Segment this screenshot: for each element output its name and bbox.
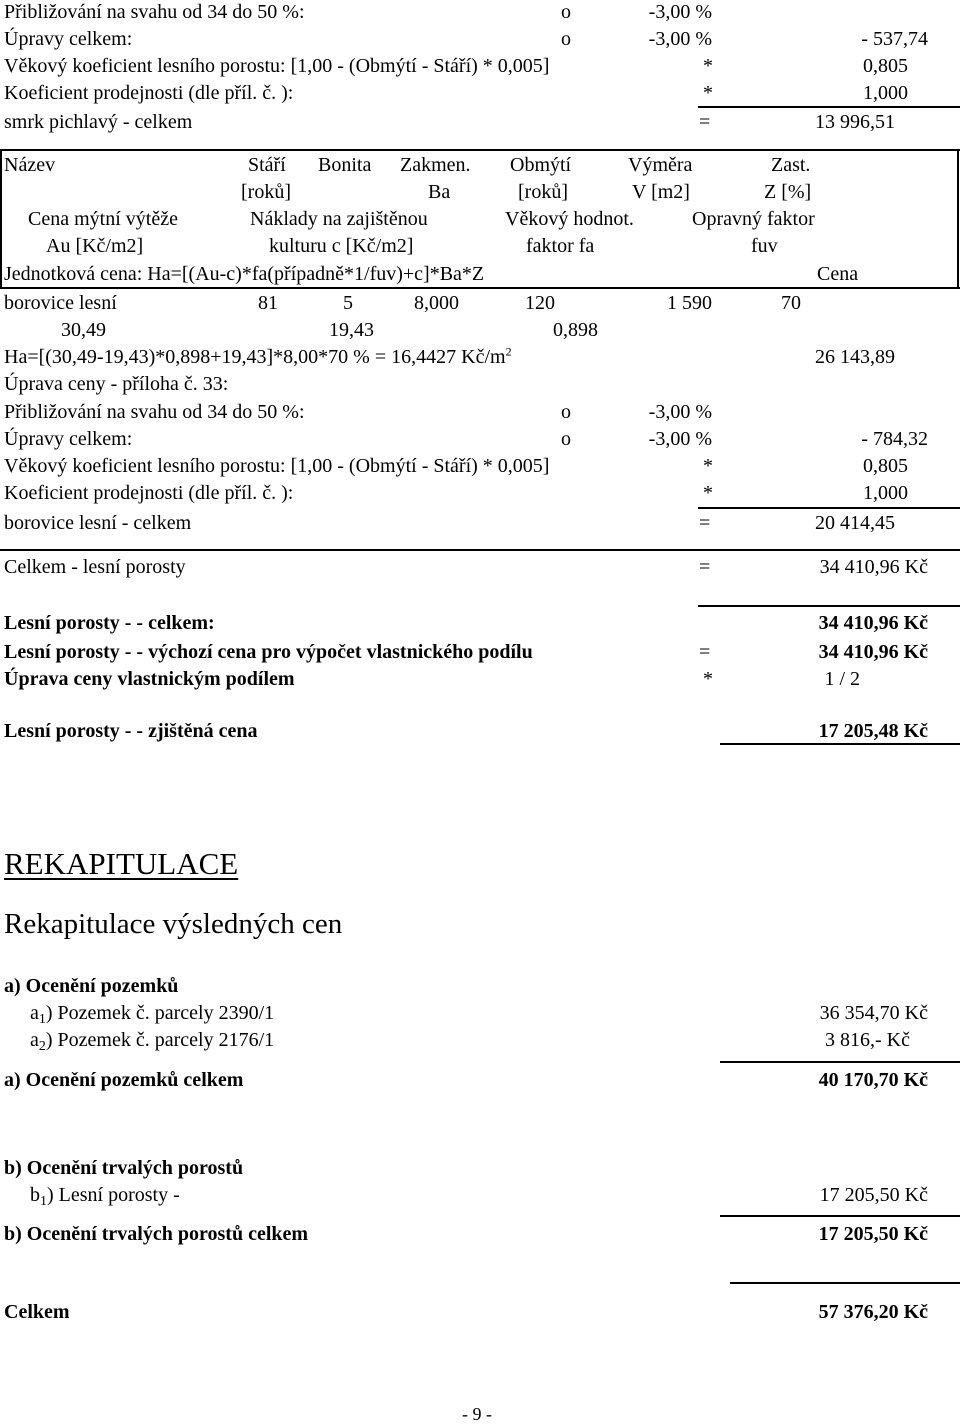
row-au: 30,49 — [61, 319, 106, 341]
b-total-result: 20 414,45 — [815, 512, 895, 534]
a-total-value: 40 170,70 Kč — [818, 1069, 928, 1091]
row-zast: 70 — [781, 292, 801, 314]
lp-vychozi-op: = — [699, 641, 711, 663]
section-b-heading: b) Ocenění trvalých porostů — [4, 1157, 244, 1179]
page-number: - 9 - — [462, 1404, 492, 1424]
adjsum-value: -3,00 % — [648, 28, 712, 50]
col-naklady: Náklady na zajištěnou — [250, 208, 428, 230]
rekapitulace-subtitle: Rekapitulace výsledných cen — [4, 908, 343, 940]
divider — [698, 605, 960, 607]
col-jednotkova: Jednotková cena: Ha=[(Au-c)*fa(případně*1/fuv)+c]*Ba*Z — [4, 263, 485, 285]
row-fa: 0,898 — [553, 319, 598, 341]
a2-value: 3 816,- Kč — [825, 1029, 910, 1051]
col-zast-unit: Z [%] — [764, 181, 812, 203]
b-age-coef-op: * — [703, 455, 713, 477]
col-vymera-unit: V [m2] — [632, 181, 690, 203]
col-opravny-unit: fuv — [751, 235, 778, 257]
adj1-label: Přibližování na svahu od 34 do 50 %: — [4, 1, 305, 23]
b1-value: 17 205,50 Kč — [819, 1184, 928, 1206]
b-adjsum-label: Úpravy celkem: — [4, 428, 133, 450]
col-cena: Cena — [817, 263, 859, 285]
section-a-heading: a) Ocenění pozemků — [4, 975, 179, 997]
lp-zjistena-label: Lesní porosty - - zjištěná cena — [4, 720, 258, 742]
sale-coef-label: Koeficient prodejnosti (dle příl. č. ): — [4, 82, 294, 104]
rekapitulace-heading: REKAPITULACE — [4, 846, 239, 881]
uprava-vlastnicky-op: * — [703, 668, 713, 690]
row-formula: Ha=[(30,49-19,43)*0,898+19,43]*8,00*70 % = 16,4427 $Kč/m^2$ — [4, 344, 512, 368]
table-header-right-border — [957, 149, 959, 289]
col-nazev: Název — [4, 154, 56, 176]
col-zakmen: Zakmen. — [400, 154, 471, 176]
adj1-value: -3,00 % — [648, 1, 712, 23]
lp-celkem-label: Lesní porosty - - celkem: — [4, 612, 215, 634]
b-adjsum-value: -3,00 % — [648, 428, 712, 450]
b-sale-coef-result: 1,000 — [863, 482, 908, 504]
row-cena: 26 143,89 — [815, 346, 895, 368]
row-c: 19,43 — [329, 319, 374, 341]
b-total-value: 17 205,50 Kč — [818, 1223, 928, 1245]
row-obmyti: 120 — [525, 292, 555, 314]
col-zakmen-unit: Ba — [428, 181, 451, 203]
adjsum-result: - 537,74 — [861, 28, 928, 50]
col-cena-mytni: Cena mýtní výtěže — [28, 208, 178, 230]
b1-label: $b_1$) Lesní porosty - — [30, 1184, 180, 1209]
smrk-total-label: smrk pichlavý - celkem — [4, 111, 193, 133]
uprava-vlastnicky-label: Úprava ceny vlastnickým podílem — [4, 668, 295, 690]
a2-label: $a_2$) Pozemek č. parcely 2176/1 — [30, 1029, 275, 1054]
table-header-top-border — [0, 149, 960, 151]
row-name: borovice lesní — [4, 292, 117, 314]
celkem-lesni-op: = — [699, 556, 711, 578]
lp-vychozi-value: 34 410,96 Kč — [818, 641, 928, 663]
smrk-total-result: 13 996,51 — [815, 111, 895, 133]
col-obmyti: Obmýtí — [510, 154, 572, 176]
sale-coef-op: * — [703, 82, 713, 104]
a1-value: 36 354,70 Kč — [819, 1002, 928, 1024]
divider — [698, 507, 960, 509]
a1-label: $a_1$) Pozemek č. parcely 2390/1 — [30, 1002, 275, 1027]
smrk-total-op: = — [699, 111, 711, 133]
col-obmyti-unit: [roků] — [518, 181, 568, 203]
divider — [0, 549, 960, 551]
b-adjsum-result: - 784,32 — [861, 428, 928, 450]
col-stari: Stáří — [248, 154, 286, 176]
adj1-op: o — [561, 1, 571, 23]
col-opravny: Opravný faktor — [692, 208, 815, 230]
divider — [730, 1282, 960, 1284]
lp-zjistena-value: 17 205,48 Kč — [818, 720, 928, 742]
celkem-lesni-label: Celkem - lesní porosty — [4, 556, 186, 578]
col-stari-unit: [roků] — [241, 181, 291, 203]
b-adj1-value: -3,00 % — [648, 401, 712, 423]
b-adj1-label: Přibližování na svahu od 34 do 50 %: — [4, 401, 305, 423]
b-sale-coef-op: * — [703, 482, 713, 504]
lp-celkem-value: 34 410,96 Kč — [818, 612, 928, 634]
table-header-left-border — [0, 149, 2, 289]
b-total-label: b) Ocenění trvalých porostů celkem — [4, 1223, 309, 1245]
row-bonita: 5 — [343, 292, 353, 314]
row-zakmen: 8,000 — [414, 292, 459, 314]
divider — [720, 743, 960, 745]
adjsum-label: Úpravy celkem: — [4, 28, 133, 50]
celkem-lesni-value: 34 410,96 Kč — [819, 556, 928, 578]
b-age-coef-label: Věkový koeficient lesního porostu: [1,00 - (Obmýtí - Stáří) * 0,005] — [4, 455, 550, 477]
b-adj1-op: o — [561, 401, 571, 423]
b-total-label: borovice lesní - celkem — [4, 512, 192, 534]
b-total-op: = — [699, 512, 711, 534]
b-sale-coef-label: Koeficient prodejnosti (dle příl. č. ): — [4, 482, 294, 504]
uprava-vlastnicky-value: 1 / 2 — [824, 668, 860, 690]
divider — [720, 1061, 960, 1063]
b-age-coef-result: 0,805 — [863, 455, 908, 477]
age-coef-op: * — [703, 55, 713, 77]
row-stari: 81 — [258, 292, 278, 314]
grand-total-value: 57 376,20 Kč — [818, 1301, 928, 1323]
sale-coef-result: 1,000 — [863, 82, 908, 104]
a-total-label: a) Ocenění pozemků celkem — [4, 1069, 244, 1091]
grand-total-label: Celkem — [4, 1301, 70, 1323]
uprava-ceny: Úprava ceny - příloha č. 33: — [4, 373, 229, 395]
divider — [698, 106, 960, 108]
col-cena-mytni-unit: Au [Kč/m2] — [46, 235, 144, 257]
age-coef-label: Věkový koeficient lesního porostu: [1,00 - (Obmýtí - Stáří) * 0,005] — [4, 55, 550, 77]
row-vymera: 1 590 — [667, 292, 712, 314]
col-vekovy-unit: faktor fa — [526, 235, 595, 257]
table-header-bottom-border — [0, 287, 960, 289]
col-vymera: Výměra — [628, 154, 693, 176]
divider — [720, 1215, 960, 1217]
col-naklady-unit: kulturu c [Kč/m2] — [269, 235, 414, 257]
col-zast: Zast. — [771, 154, 811, 176]
lp-vychozi-label: Lesní porosty - - výchozí cena pro výpočet vlastnického podílu — [4, 641, 533, 663]
b-adjsum-op: o — [561, 428, 571, 450]
col-bonita: Bonita — [318, 154, 372, 176]
adjsum-op: o — [561, 28, 571, 50]
col-vekovy: Věkový hodnot. — [505, 208, 634, 230]
age-coef-result: 0,805 — [863, 55, 908, 77]
